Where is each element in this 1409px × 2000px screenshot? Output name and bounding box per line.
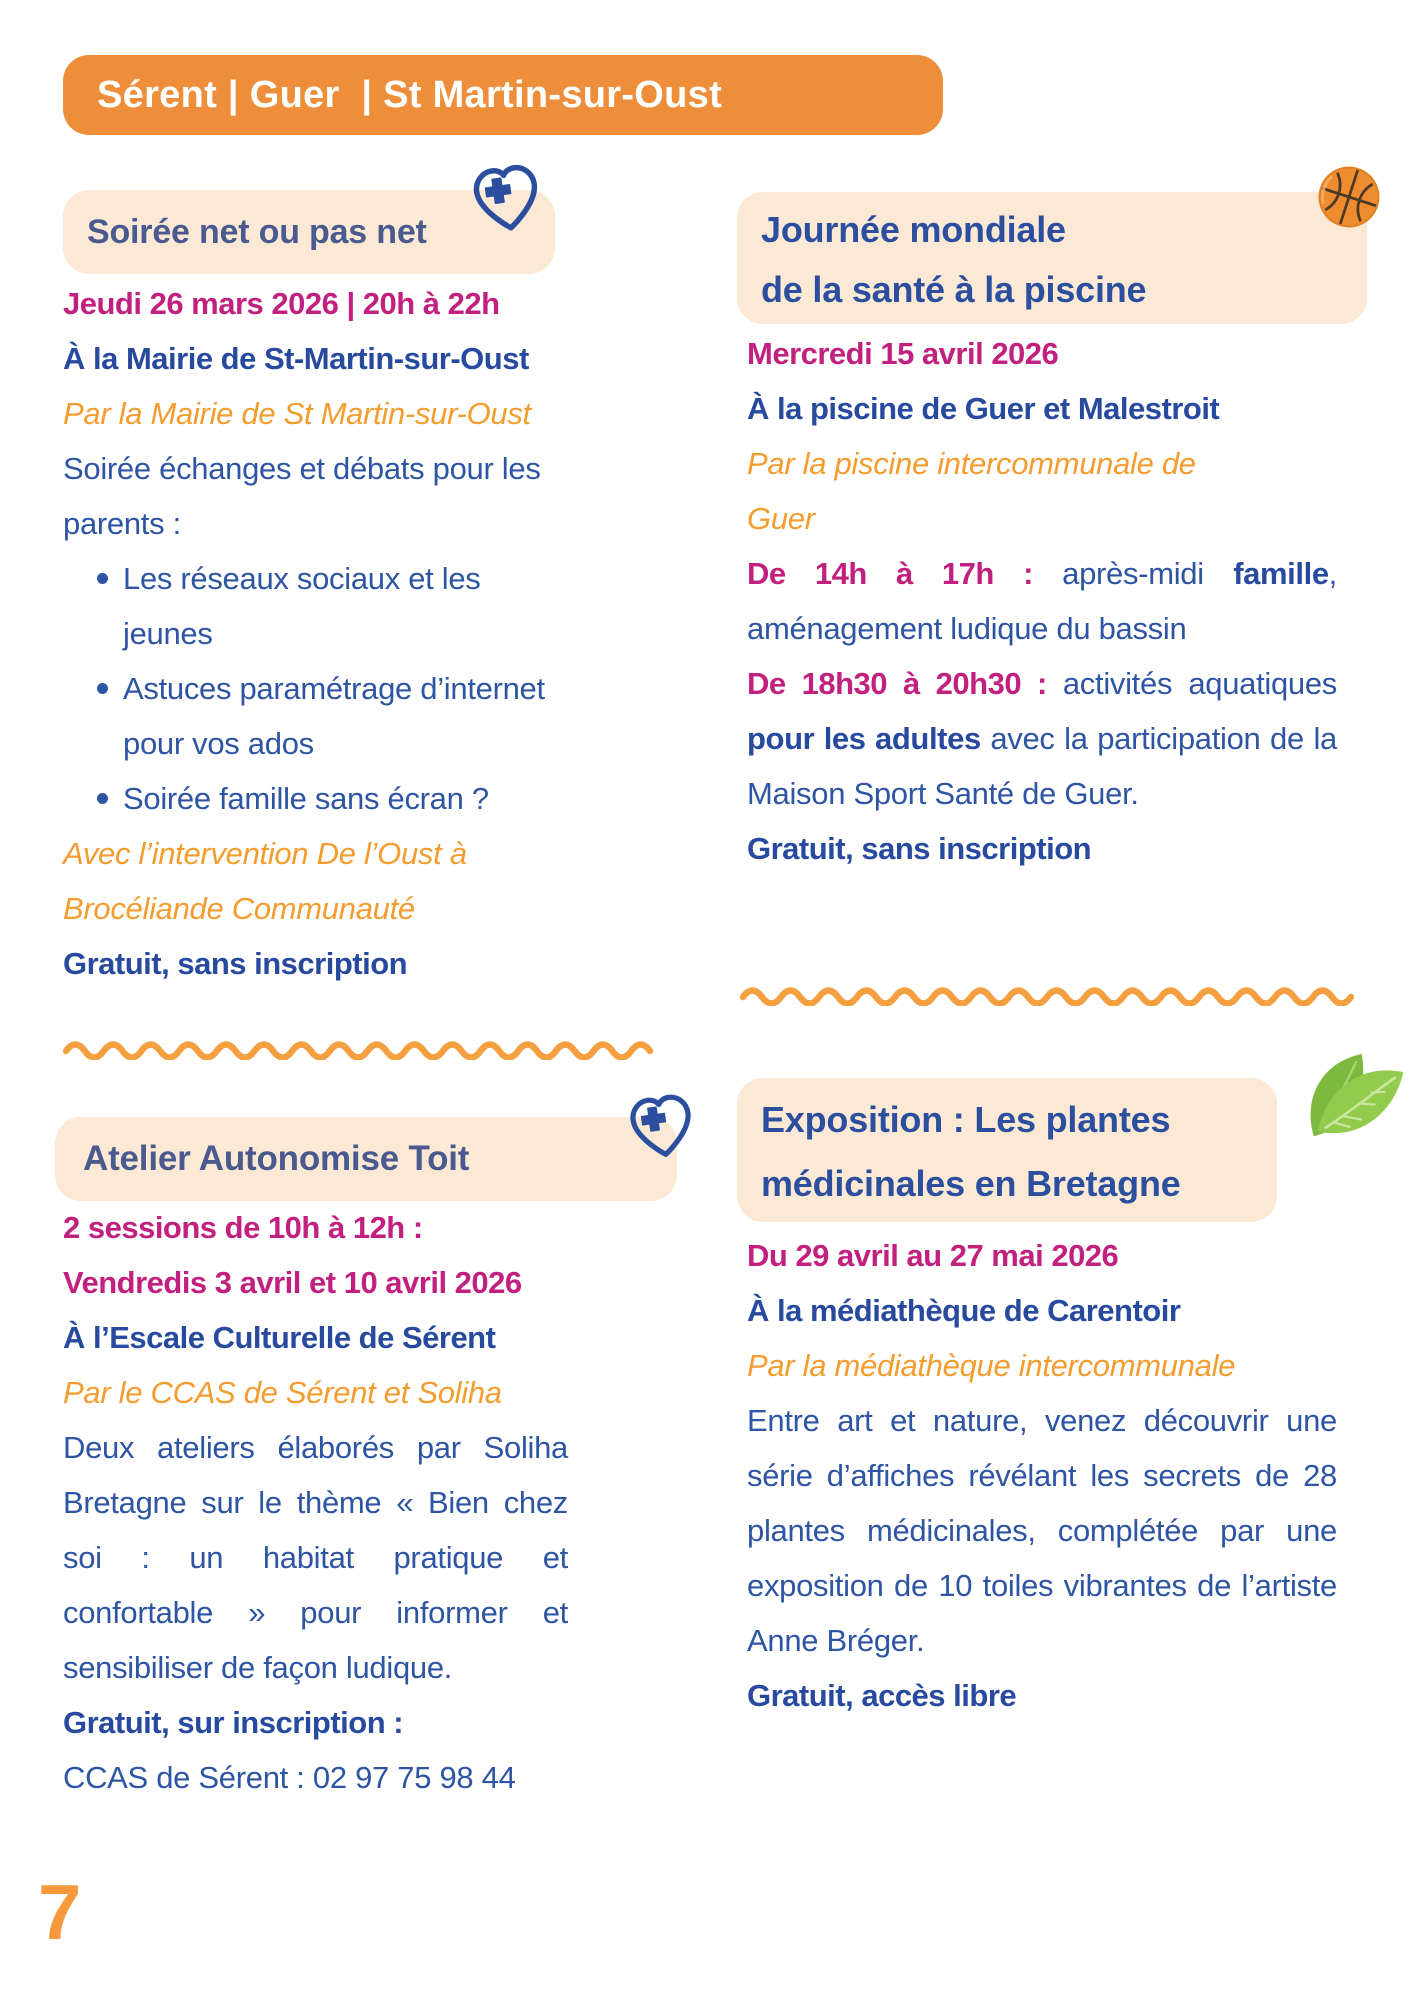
text-line: parents :	[63, 506, 181, 541]
wavy-divider	[740, 982, 1354, 1006]
event-location: À l’Escale Culturelle de Sérent	[63, 1320, 496, 1355]
text-run: De 18h30 à 20h30 :	[747, 666, 1063, 701]
heart-plus-icon	[466, 158, 548, 240]
text-run: De 14h à 17h :	[747, 556, 1063, 591]
event-location: À la médiathèque de Carentoir	[747, 1293, 1181, 1328]
bullet-item: Soirée famille sans écran ?	[63, 771, 573, 826]
event-intro	[63, 441, 573, 551]
text-line: Journée mondiale	[761, 209, 1066, 250]
heart-plus-icon	[623, 1088, 701, 1166]
text-line: Brocéliande Communauté	[63, 891, 415, 926]
event-card-soiree-net	[63, 276, 573, 991]
text-line: Soirée échanges et débats pour les	[63, 451, 541, 486]
text-line: médicinales en Bretagne	[761, 1163, 1181, 1204]
event-card-exposition-plantes	[747, 1228, 1337, 1723]
event-card-journee-mondiale	[747, 326, 1337, 876]
text-run: pour les adultes	[747, 721, 981, 756]
event-note	[63, 826, 573, 936]
event-location: À la Mairie de St-Martin-sur-Oust	[63, 341, 529, 376]
event-title-label	[761, 1088, 1277, 1216]
event-organizer	[747, 436, 1337, 546]
text-line: Avec l’intervention De l’Oust à	[63, 836, 467, 871]
event-price: Gratuit, sans inscription	[63, 946, 408, 981]
event-organizer: Par le CCAS de Sérent et Soliha	[63, 1375, 502, 1410]
event-date: Du 29 avril au 27 mai 2026	[747, 1238, 1119, 1273]
text-run: , aménagement ludique du bassin	[747, 556, 1337, 646]
event-card-atelier-autonomise-toit	[63, 1200, 568, 1805]
event-schedule: 2 sessions de 10h à 12h :	[63, 1210, 423, 1245]
text-line: de la santé à la piscine	[761, 269, 1147, 310]
event-contact: CCAS de Sérent : 02 97 75 98 44	[63, 1760, 516, 1795]
text-run: famille	[1233, 556, 1329, 591]
event-title-journee-mondiale	[737, 192, 1367, 324]
bullet-list	[63, 551, 573, 826]
event-title-label	[761, 200, 1367, 320]
event-description: Entre art et nature, venez découvrir une série d’affiches révélant les secrets de 28 plantes médicinales, complétée par une exposition de 10 toiles vibrantes de l’artiste Anne Bréger.	[747, 1403, 1337, 1658]
event-date: Jeudi 26 mars 2026 | 20h à 22h	[63, 286, 500, 321]
event-title-label: Soirée net ou pas net	[87, 212, 427, 251]
text-line: Exposition : Les plantes	[761, 1099, 1171, 1140]
banner-label: Sérent | Guer | St Martin-sur-Oust	[97, 73, 723, 116]
wavy-divider	[63, 1036, 658, 1060]
bullet-item: Les réseaux sociaux et les jeunes	[63, 551, 573, 661]
event-title-exposition-plantes	[737, 1078, 1277, 1222]
text-line: Par la piscine intercommunale de	[747, 446, 1196, 481]
text-run: avec la participation de la Maison Sport Santé de Guer.	[747, 721, 1337, 811]
event-schedule-evening	[747, 656, 1337, 821]
event-date: Mercredi 15 avril 2026	[747, 336, 1059, 371]
event-title-label: Atelier Autonomise Toit	[83, 1139, 470, 1178]
event-description: Deux ateliers élaborés par Soliha Bretagne sur le thème « Bien chez soi : un habitat pratique et confortable » pour informer et sensibiliser de façon ludique.	[63, 1430, 568, 1685]
text-run: activités aquatiques	[1062, 666, 1337, 701]
event-price: Gratuit, sans inscription	[747, 831, 1092, 866]
text-line: Guer	[747, 501, 815, 536]
event-dates: Vendredis 3 avril et 10 avril 2026	[63, 1265, 522, 1300]
event-location: À la piscine de Guer et Malestroit	[747, 391, 1220, 426]
event-organizer: Par la médiathèque intercommunale	[747, 1348, 1236, 1383]
event-organizer: Par la Mairie de St Martin-sur-Oust	[63, 396, 531, 431]
bullet-item: Astuces paramétrage d’internet pour vos ados	[63, 661, 573, 771]
event-schedule-afternoon	[747, 546, 1337, 656]
page-number: 7	[38, 1868, 82, 1956]
event-price: Gratuit, accès libre	[747, 1678, 1017, 1713]
event-title-atelier-autonomise-toit	[55, 1117, 677, 1201]
header-banner	[63, 55, 943, 135]
text-run: après-midi	[1062, 556, 1234, 591]
leaves-icon	[1283, 1042, 1405, 1160]
event-price: Gratuit, sur inscription :	[63, 1705, 404, 1740]
basketball-icon	[1316, 164, 1382, 230]
